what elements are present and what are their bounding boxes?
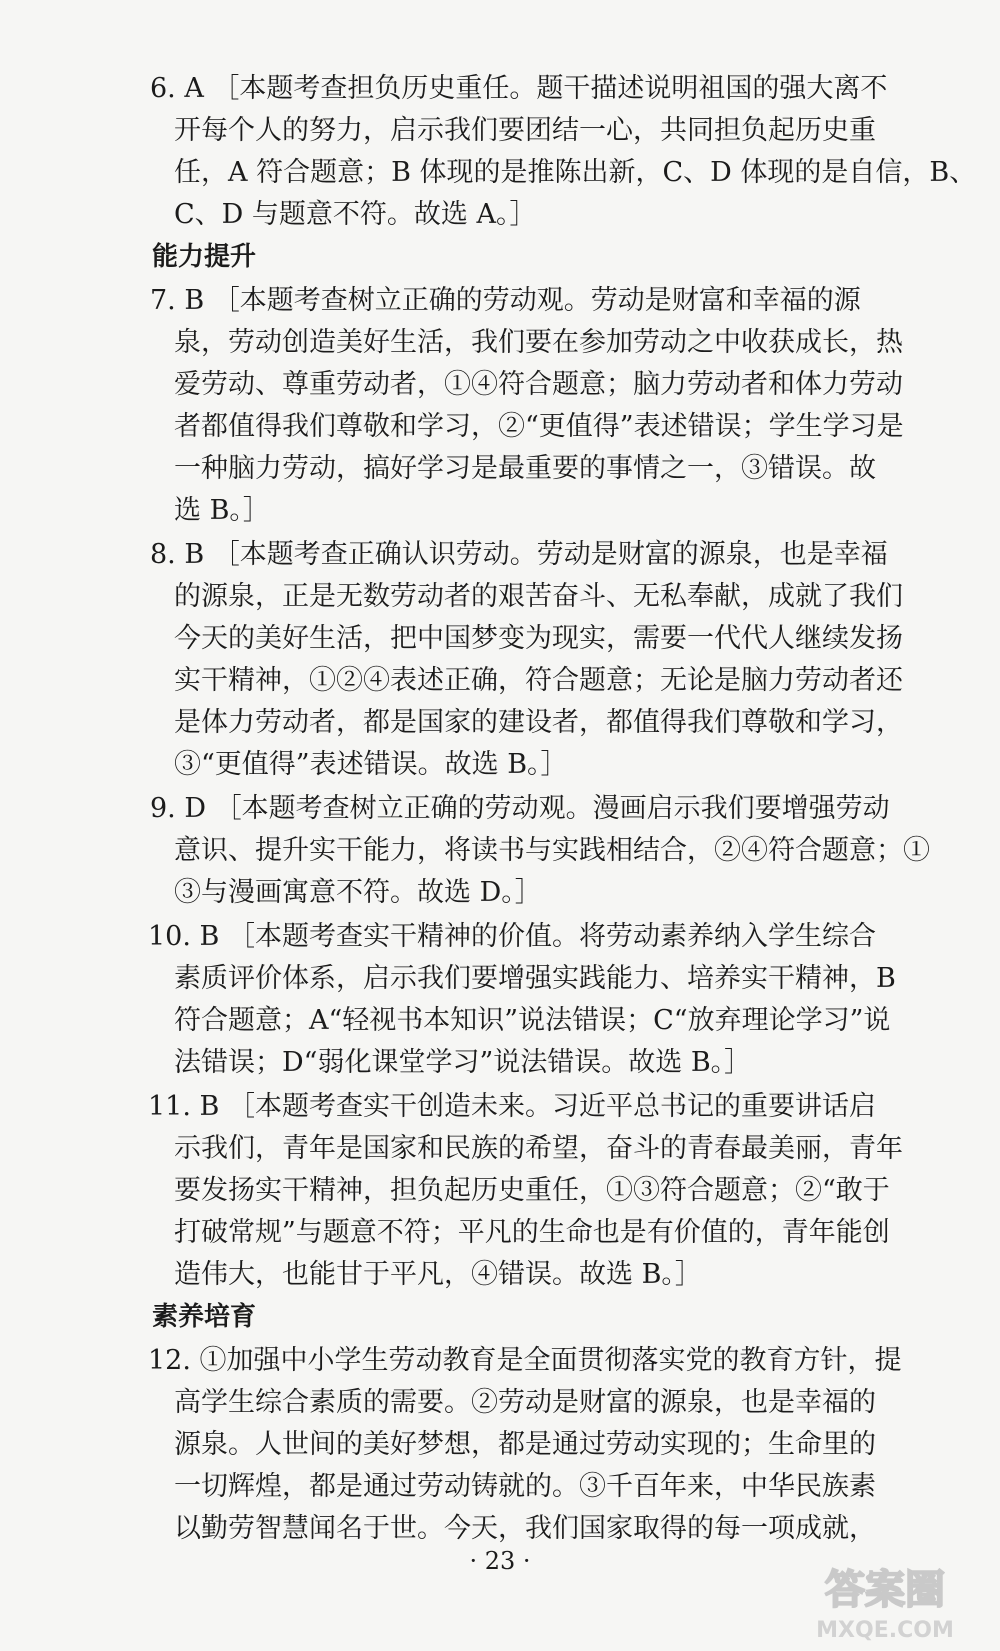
- q7-line-5: 一种脑力劳动，搞好学习是最重要的事情之一，③错误。故: [174, 453, 876, 484]
- q8-line-1: 8. B ［本题考查正确认识劳动。劳动是财富的源泉，也是幸福: [150, 539, 888, 570]
- q7-line-2: 泉，劳动创造美好生活，我们要在参加劳动之中收获成长，热: [174, 327, 903, 358]
- q11-line-4: 打破常规”与题意不符；平凡的生命也是有价值的，青年能创: [174, 1217, 890, 1248]
- q8-line-4: 实干精神，①②④表述正确，符合题意；无论是脑力劳动者还: [174, 665, 903, 696]
- q12-line-2: 高学生综合素质的需要。②劳动是财富的源泉，也是幸福的: [174, 1387, 876, 1418]
- q8-line-2: 的源泉，正是无数劳动者的艰苦奋斗、无私奉献，成就了我们: [174, 581, 903, 612]
- q8-line-6: ③“更值得”表述错误。故选 B。］: [174, 749, 568, 780]
- q9-line-2: 意识、提升实干能力，将读书与实践相结合，②④符合题意；①: [174, 835, 930, 866]
- q11-line-2: 示我们，青年是国家和民族的希望，奋斗的青春最美丽，青年: [174, 1133, 903, 1164]
- watermark-cn-text: 答案圈: [825, 1567, 945, 1613]
- q8-line-5: 是体力劳动者，都是国家的建设者，都值得我们尊敬和学习，: [174, 707, 903, 738]
- q6-line-2: 开每个人的努力，启示我们要团结一心，共同担负起历史重: [174, 115, 876, 146]
- q11-line-5: 造伟大，也能甘于平凡，④错误。故选 B。］: [174, 1259, 702, 1290]
- section-heading-literacy: 素养培育: [152, 1302, 257, 1332]
- q11-line-3: 要发扬实干精神，担负起历史重任，①③符合题意；②“敢于: [174, 1175, 890, 1206]
- watermark-logo: [780, 1555, 990, 1645]
- q12-line-5: 以勤劳智慧闻名于世。今天，我们国家取得的每一项成就，: [174, 1513, 876, 1544]
- q7-line-1: 7. B ［本题考查树立正确的劳动观。劳动是财富和幸福的源: [150, 285, 861, 316]
- q12-line-4: 一切辉煌，都是通过劳动铸就的。③千百年来，中华民族素: [174, 1471, 876, 1502]
- q10-line-4: 法错误；D“弱化课堂学习”说法错误。故选 B。］: [174, 1047, 752, 1078]
- q11-line-1: 11. B ［本题考查实干创造未来。习近平总书记的重要讲话启: [148, 1091, 876, 1122]
- q6-line-4: C、D 与题意不符。故选 A。］: [174, 199, 537, 230]
- q10-line-3: 符合题意；A“轻视书本知识”说法错误；C“放弃理论学习”说: [174, 1005, 891, 1036]
- section-heading-ability: 能力提升: [152, 242, 257, 272]
- q12-line-1: 12. ①加强中小学生劳动教育是全面贯彻落实党的教育方针，提: [148, 1345, 902, 1376]
- q8-line-3: 今天的美好生活，把中国梦变为现实，需要一代代人继续发扬: [174, 623, 903, 654]
- page-number: · 23 ·: [469, 1547, 531, 1575]
- watermark-url-text: MXQE.COM: [816, 1618, 954, 1643]
- q9-line-3: ③与漫画寓意不符。故选 D。］: [174, 877, 542, 908]
- q12-line-3: 源泉。人世间的美好梦想，都是通过劳动实现的；生命里的: [174, 1429, 876, 1460]
- q9-line-1: 9. D ［本题考查树立正确的劳动观。漫画启示我们要增强劳动: [150, 793, 890, 824]
- q7-line-3: 爱劳动、尊重劳动者，①④符合题意；脑力劳动者和体力劳动: [174, 369, 903, 400]
- q6-line-1: 6. A ［本题考查担负历史重任。题干描述说明祖国的强大离不: [150, 73, 888, 104]
- q7-line-4: 者都值得我们尊敬和学习，②“更值得”表述错误；学生学习是: [174, 411, 904, 442]
- q10-line-1: 10. B ［本题考查实干精神的价值。将劳动素养纳入学生综合: [148, 921, 876, 952]
- q7-line-6: 选 B。］: [174, 495, 270, 526]
- q6-line-3: 任，A 符合题意；B 体现的是推陈出新，C、D 体现的是自信，B、: [174, 157, 977, 188]
- q10-line-2: 素质评价体系，启示我们要增强实践能力、培养实干精神，B: [174, 963, 896, 994]
